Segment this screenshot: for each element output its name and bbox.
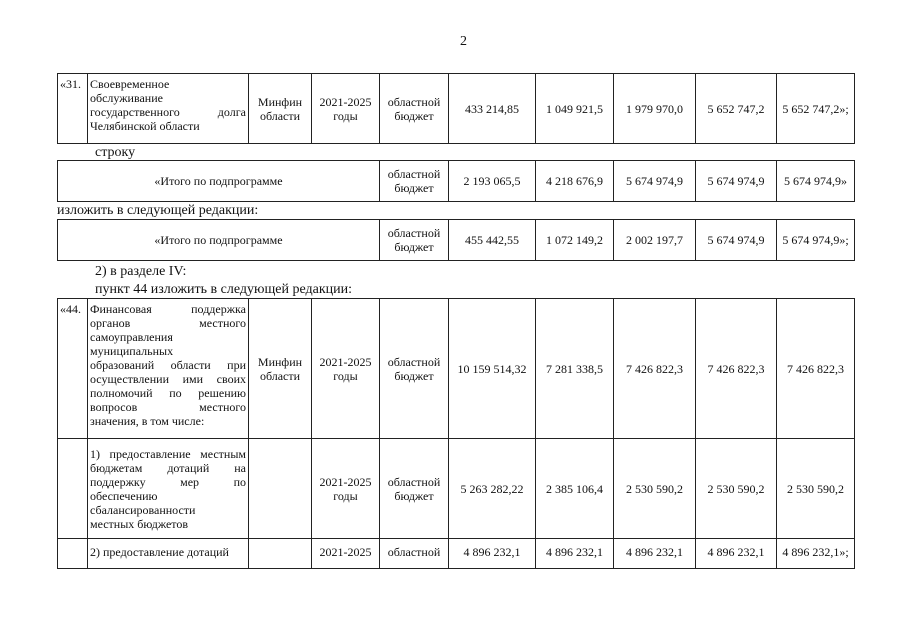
value-2022: 1 072 149,2 — [536, 220, 614, 261]
value-2024: 5 674 974,9 — [696, 161, 777, 202]
source-cell: областной бюджет — [380, 299, 449, 439]
period-cell: 2021-2025 годы — [312, 74, 380, 144]
value-2024: 4 896 232,1 — [696, 539, 777, 569]
value-2022: 7 281 338,5 — [536, 299, 614, 439]
executor-cell: Минфин области — [249, 299, 312, 439]
subitem-description: 1) предоставление местным бюджетам дотаций на поддержку мер по обеспечению сбалансированности местных бюджетов — [88, 439, 249, 539]
source-cell: областной — [380, 539, 449, 569]
value-2023: 1 979 970,0 — [614, 74, 696, 144]
value-2023: 2 002 197,7 — [614, 220, 696, 261]
value-2022: 1 049 921,5 — [536, 74, 614, 144]
row-description: Своевременное обслуживание государственного долга Челябинской области — [88, 74, 249, 144]
text-section: 2) в разделе IV: — [95, 264, 187, 279]
table-itogo-old — [57, 160, 855, 202]
value-2023: 5 674 974,9 — [614, 161, 696, 202]
text-punkt: пункт 44 изложить в следующей редакции: — [95, 282, 352, 297]
value-2021: 4 896 232,1 — [449, 539, 536, 569]
value-2021: 5 263 282,22 — [449, 439, 536, 539]
value-2021: 433 214,85 — [449, 74, 536, 144]
table-itogo-new — [57, 219, 855, 261]
text-izlozhit: изложить в следующей редакции: — [57, 203, 259, 218]
source-cell: областной бюджет — [380, 161, 449, 202]
source-cell: областной бюджет — [380, 439, 449, 539]
subitem-description: 2) предоставление дотаций — [88, 539, 249, 569]
value-2021: 455 442,55 — [449, 220, 536, 261]
period-cell: 2021-2025 годы — [312, 439, 380, 539]
value-2023: 4 896 232,1 — [614, 539, 696, 569]
empty-number-cell — [58, 539, 88, 569]
text-stroku: строку — [95, 145, 136, 160]
value-2025: 5 652 747,2»; — [777, 74, 855, 144]
value-2025: 5 674 974,9»; — [777, 220, 855, 261]
value-2023: 7 426 822,3 — [614, 299, 696, 439]
value-2025: 4 896 232,1»; — [777, 539, 855, 569]
value-2024: 2 530 590,2 — [696, 439, 777, 539]
value-2024: 5 674 974,9 — [696, 220, 777, 261]
table-row-31 — [57, 73, 855, 144]
empty-number-cell — [58, 439, 88, 539]
value-2021: 2 193 065,5 — [449, 161, 536, 202]
source-cell: областной бюджет — [380, 220, 449, 261]
value-2024: 7 426 822,3 — [696, 299, 777, 439]
value-2025: 2 530 590,2 — [777, 439, 855, 539]
row-description: Финансовая поддержка органов местного самоуправления муниципальных образований области при осуществлении ими своих полномочий по решению вопросов местного значения, в том числе: — [88, 299, 249, 439]
table-row-44 — [57, 298, 855, 569]
value-2022: 4 218 676,9 — [536, 161, 614, 202]
empty-executor-cell — [249, 439, 312, 539]
row-number: «44. — [58, 299, 88, 439]
value-2025: 7 426 822,3 — [777, 299, 855, 439]
value-2023: 2 530 590,2 — [614, 439, 696, 539]
itogo-label: «Итого по подпрограмме — [58, 161, 380, 202]
value-2022: 4 896 232,1 — [536, 539, 614, 569]
empty-executor-cell — [249, 539, 312, 569]
value-2021: 10 159 514,32 — [449, 299, 536, 439]
source-cell: областной бюджет — [380, 74, 449, 144]
value-2025: 5 674 974,9» — [777, 161, 855, 202]
row-number: «31. — [58, 74, 88, 144]
itogo-label: «Итого по подпрограмме — [58, 220, 380, 261]
value-2022: 2 385 106,4 — [536, 439, 614, 539]
page-number: 2 — [460, 34, 467, 49]
executor-cell: Минфин области — [249, 74, 312, 144]
period-cell: 2021-2025 годы — [312, 299, 380, 439]
value-2024: 5 652 747,2 — [696, 74, 777, 144]
period-cell: 2021-2025 — [312, 539, 380, 569]
